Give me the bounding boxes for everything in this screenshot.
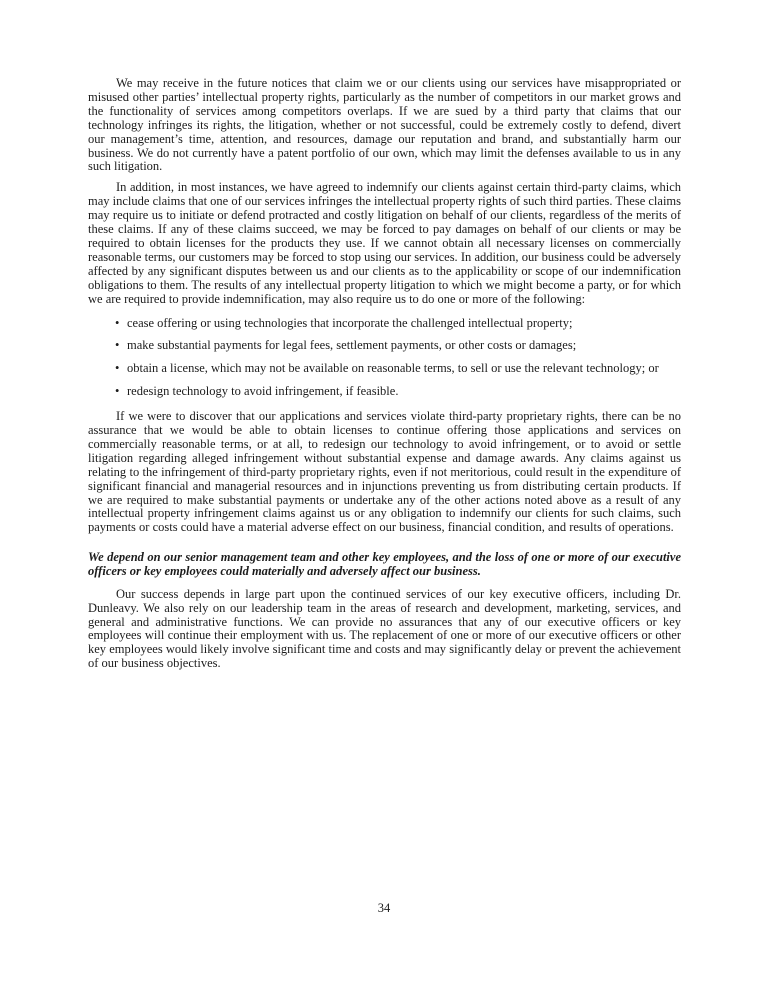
bullet-text: obtain a license, which may not be available on reasonable terms, to sell or use the relevant technology; or [127,361,659,376]
bullet-item [88,362,681,376]
bullet-item [88,317,681,331]
text-block [88,77,681,678]
bullet-icon: • [115,338,120,353]
page-number: 34 [377,901,391,915]
bullet-list [88,317,681,400]
paragraph: If we were to discover that our applications and services violate third-party proprietary rights, there can be no assurance that we would be able to obtain licenses to continue offering those applications and services on commercially reasonable terms, or at all, to redesign our technology to avoid infringement, or to avoid or settle litigation regarding alleged infringement without substantial expense and damage awards. Any claims against us relating to the infringement of third-party proprietary rights, even if not meritorious, could result in the expenditure of significant financial and managerial resources and in injunctions preventing us from distributing certain products. If we are required to make substantial payments or undertake any of the other actions noted above as a result of any intellectual property infringement claims against us or any obligation to indemnify our clients for such claims, such payments or costs could have a material adverse effect on our business, financial condition, and results of operations. [88,409,681,535]
bullet-text: cease offering or using technologies that incorporate the challenged intellectual property; [127,315,573,330]
risk-factor-heading: We depend on our senior management team and other key employees, and the loss of one or more of our executive officers or key employees could materially and adversely affect our business. [88,550,681,579]
bullet-text: make substantial payments for legal fees, settlement payments, or other costs or damages; [127,338,577,353]
page-footer [0,901,768,916]
bullet-text: redesign technology to avoid infringement, if feasible. [127,384,399,399]
bullet-icon: • [115,361,120,376]
bullet-item [88,385,681,399]
paragraph: We may receive in the future notices that claim we or our clients using our services have misappropriated or misused other parties’ intellectual property rights, particularly as the number of competitors in our market grows and the functionality of services among competitors overlaps. If we are sued by a third party that claims that our technology infringes its rights, the litigation, whether or not successful, could be extremely costly to defend, divert our management’s time, attention, and resources, damage our reputation and brand, and substantially harm our business. We do not currently have a patent portfolio of our own, which may limit the defenses available to us in any such litigation. [88,76,681,174]
bullet-item [88,339,681,353]
paragraph: Our success depends in large part upon the continued services of our key executive officers, including Dr. Dunleavy. We also rely on our leadership team in the areas of research and development, marketing, services, and general and administrative functions. We can provide no assurances that any of our executive officers or key employees will continue their employment with us. The replacement of one or more of our executive officers or other key employees would likely involve significant time and costs and may significantly delay or prevent the achievement of our business objectives. [88,586,681,671]
bullet-icon: • [115,315,120,330]
paragraph: In addition, in most instances, we have agreed to indemnify our clients against certain third-party claims, which may include claims that one of our services infringes the intellectual property rights of such third parties. These claims may require us to initiate or defend protracted and costly litigation on behalf of our clients, regardless of the merits of these claims. If any of these claims succeed, we may be forced to pay damages on behalf of our clients or may be required to obtain licenses for the products they use. If we cannot obtain all necessary licenses on commercially reasonable terms, our customers may be forced to stop using our services. In addition, our business could be adversely affected by any significant disputes between us and our clients as to the applicability or scope of our indemnification obligations to them. The results of any intellectual property litigation to which we might become a party, or for which we are required to provide indemnification, may also require us to do one or more of the following: [88,180,681,306]
bullet-icon: • [115,384,120,399]
